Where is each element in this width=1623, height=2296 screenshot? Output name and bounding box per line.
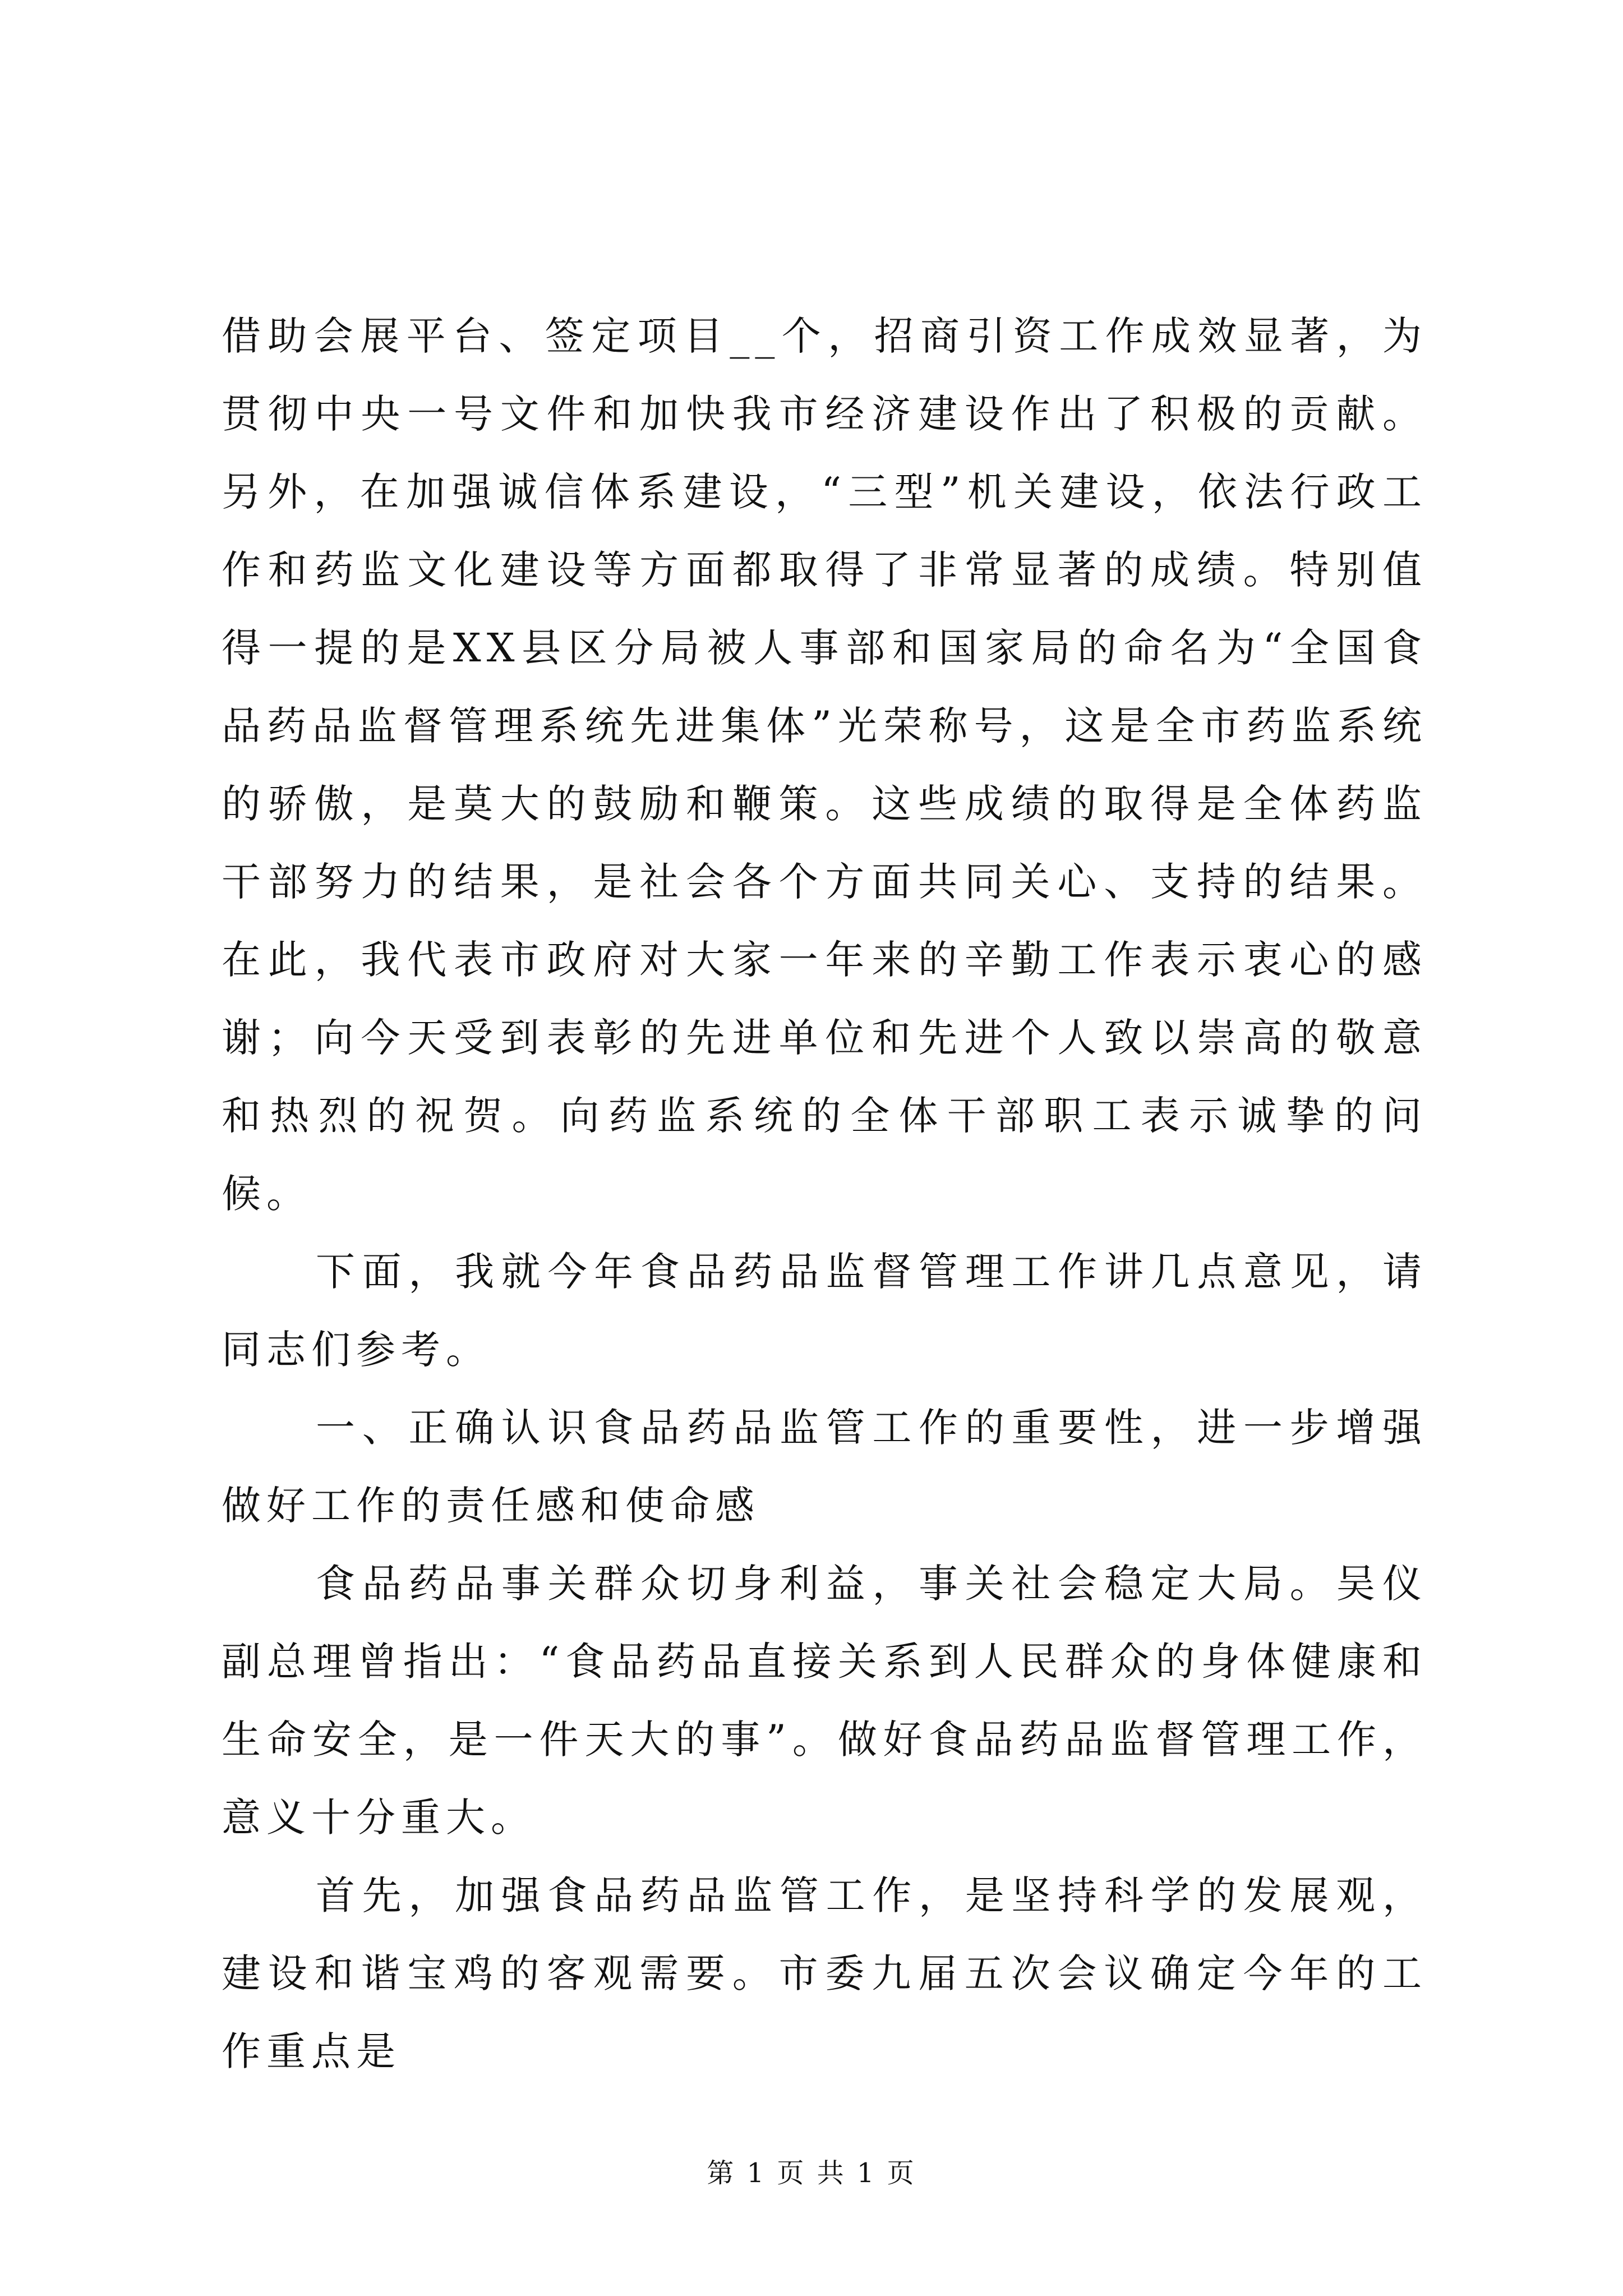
- paragraph-1: 借助会展平台、签定项目__个，招商引资工作成效显著，为贯彻中央一号文件和加快我市经济建设作出了积极的贡献。另外，在加强诚信体系建设，“三型”机关建设，依法行政工作和药监文化建设等方面都取得了非常显著的成绩。特别值得一提的是XX县区分局被人事部和国家局的命名为“全国食品药品监督管理系统先进集体”光荣称号，这是全市药监系统的骄傲，是莫大的鼓励和鞭策。这些成绩的取得是全体药监干部努力的结果，是社会各个方面共同关心、支持的结果。在此，我代表市政府对大家一年来的辛勤工作表示衷心的感谢；向今天受到表彰的先进单位和先进个人致以崇高的敬意和热烈的祝贺。向药监系统的全体干部职工表示诚挚的问候。: [222, 313, 1427, 1217]
- paragraph-2: 下面，我就今年食品药品监督管理工作讲几点意见，请同志们参考。: [222, 1249, 1427, 1373]
- paragraph-3: 食品药品事关群众切身利益，事关社会稳定大局。吴仪副总理曾指出：“食品药品直接关系到人民群众的身体健康和生命安全，是一件天大的事”。做好食品药品监督管理工作，意义十分重大。: [222, 1561, 1427, 1841]
- section-heading-1: 一、正确认识食品药品监管工作的重要性，进一步增强做好工作的责任感和使命感: [222, 1405, 1427, 1529]
- page-footer: 第 1 页 共 1 页: [707, 2157, 916, 2189]
- paragraph-4: 首先，加强食品药品监管工作，是坚持科学的发展观，建设和谐宝鸡的客观需要。市委九届五次会议确定今年的工作重点是: [222, 1872, 1427, 2074]
- document-body: [222, 297, 1427, 2091]
